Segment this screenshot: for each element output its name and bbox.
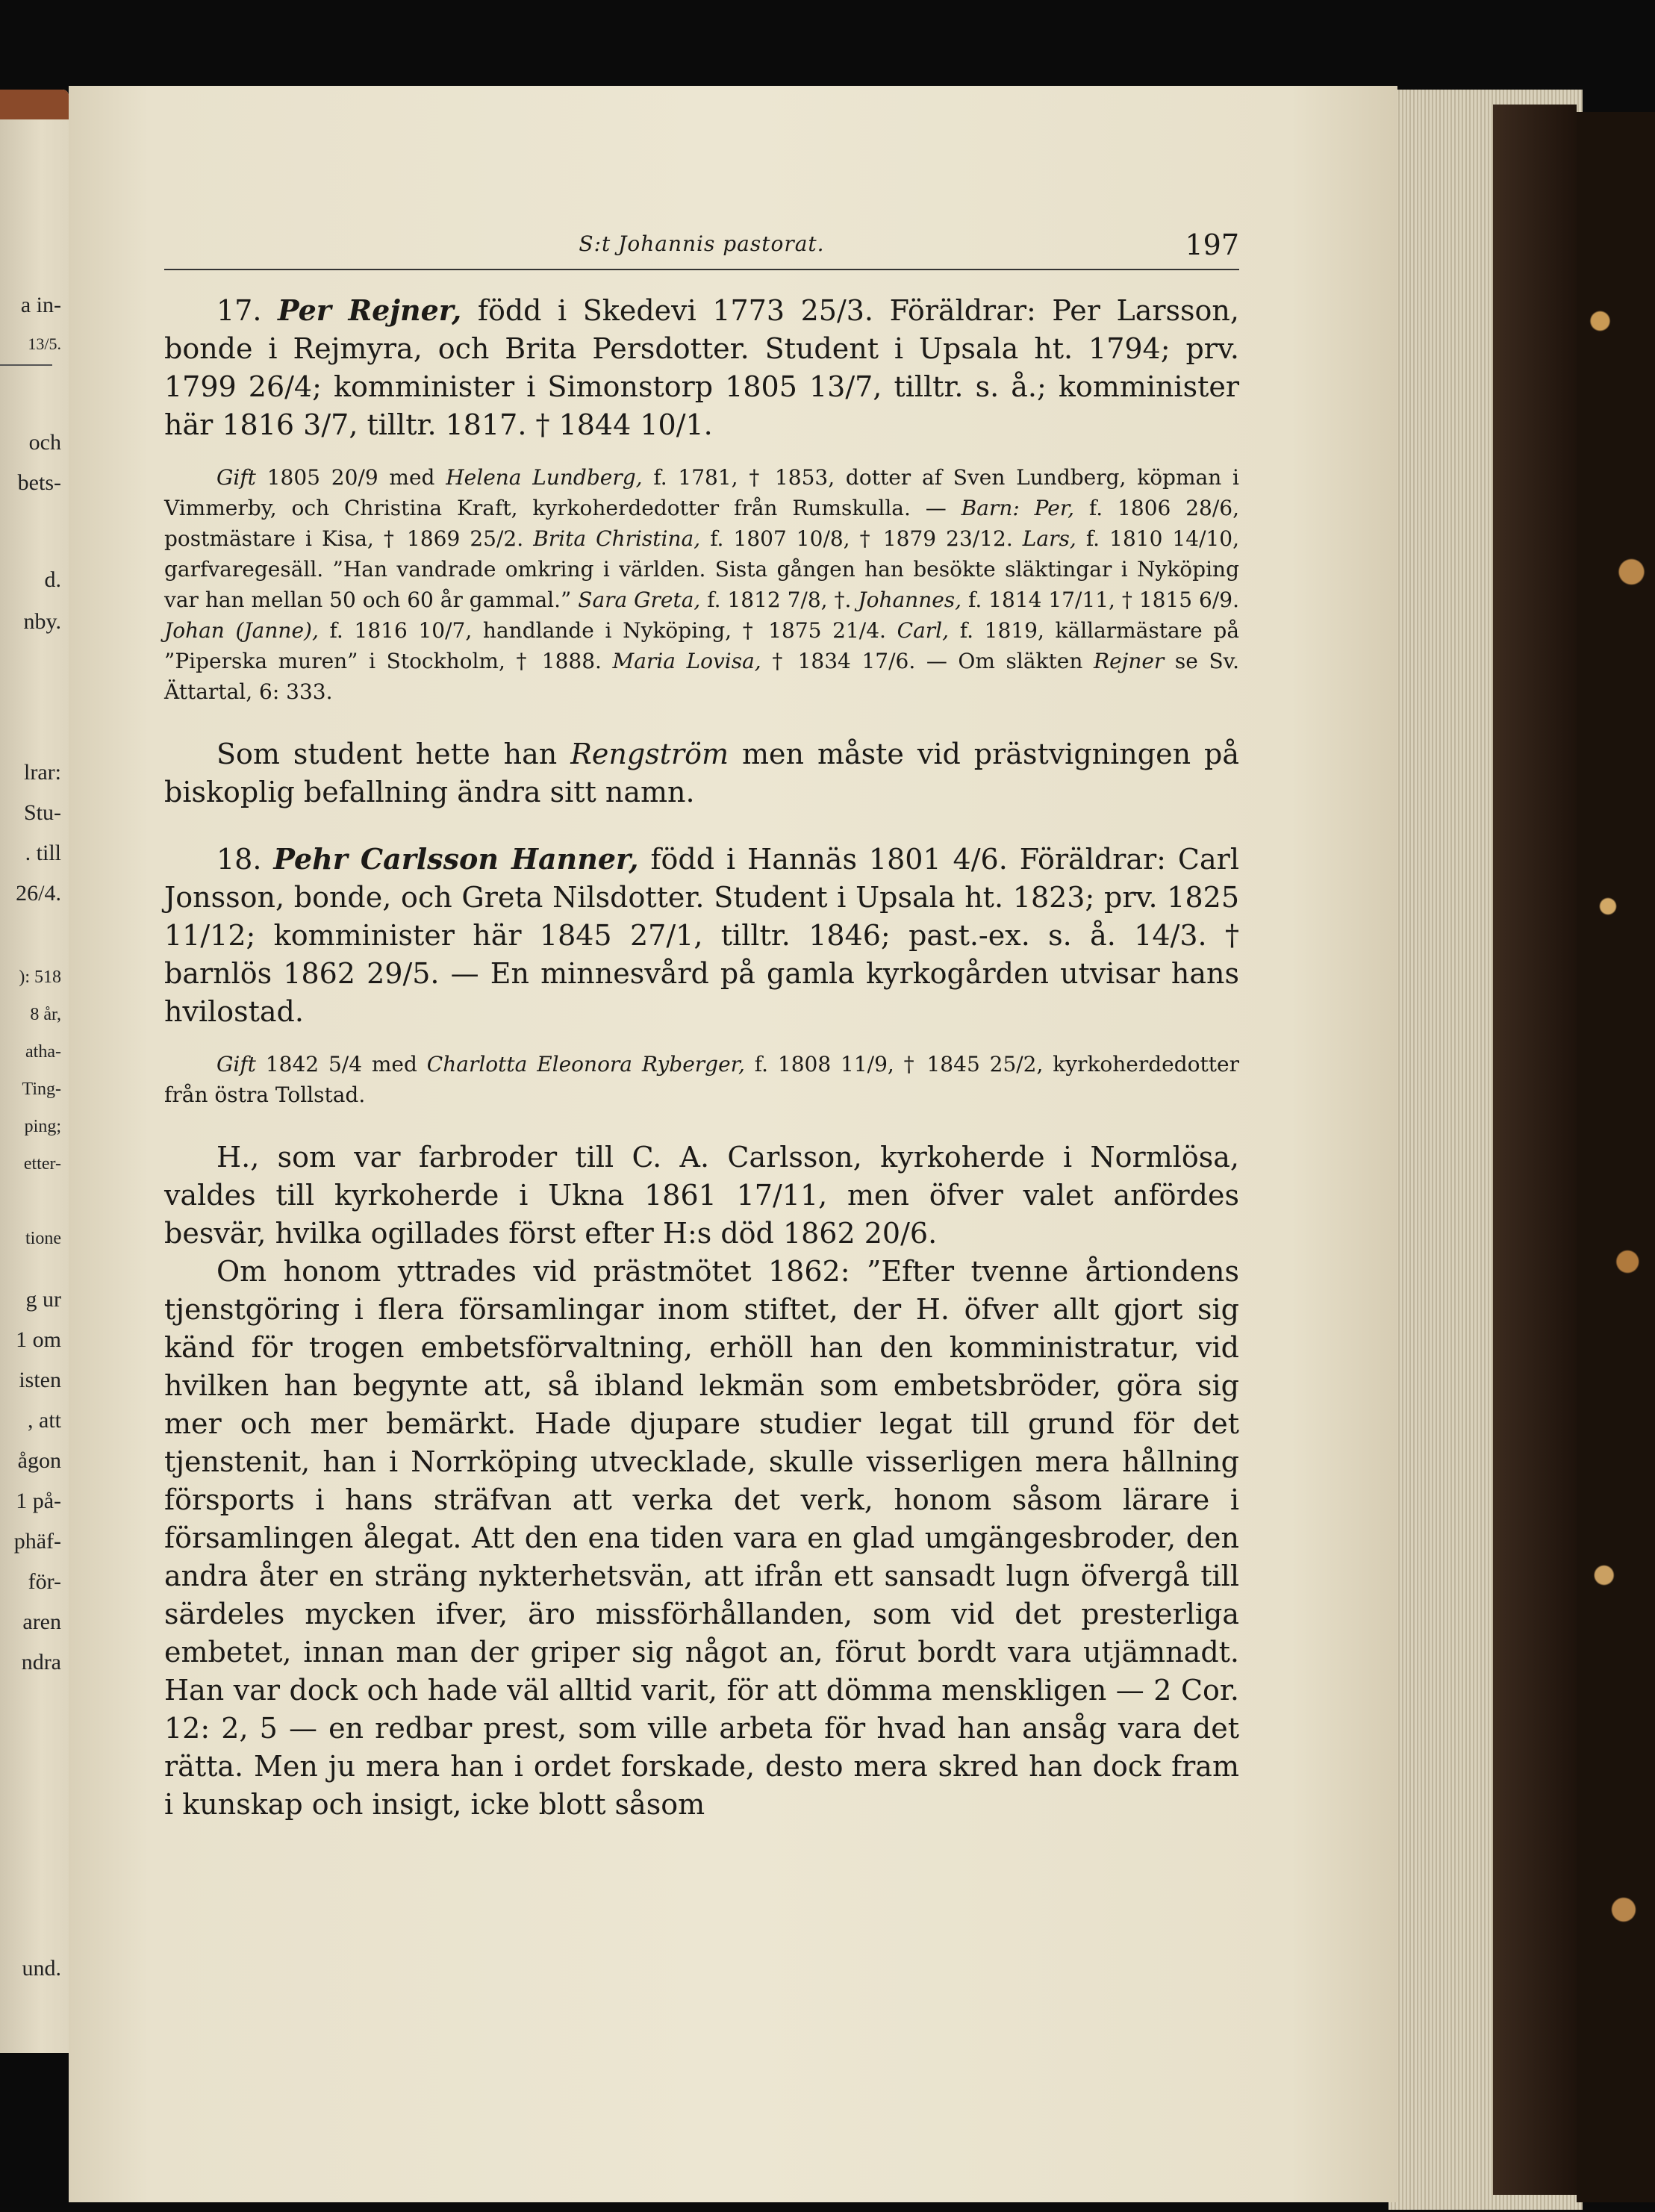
child-name: Johannes,: [858, 588, 962, 612]
child-name: Barn: Per,: [961, 496, 1075, 520]
family-text: 1842 5/4 med: [265, 1052, 417, 1077]
spouse-name: Helena Lundberg,: [446, 465, 643, 490]
entry-18-note: H., som var farbroder till C. A. Carlsson, kyrkoherde i Normlösa, valdes till kyrkoherde i Ukna 1861 17/11, men öfver valet anfördes besvär, hvilka ogillades först efter H:s död 1862 20/6.: [164, 1141, 1239, 1250]
spouse-name: Charlotta Eleonora Ryberger,: [426, 1052, 745, 1077]
left-fragment: d.: [44, 567, 61, 592]
family-text: se Sv. Ättartal, 6: 333.: [164, 649, 1240, 704]
family-text: f. 1816 10/7, handlande i Nyköping, † 1875 21/4.: [329, 618, 886, 643]
child-name: Lars,: [1022, 526, 1076, 551]
page-body: [164, 291, 1239, 1824]
left-fragment: bets-: [17, 470, 61, 495]
child-name: Sara Greta,: [578, 588, 701, 612]
book-binding: [1493, 105, 1577, 2195]
entry-18-quote: Om honom yttrades vid prästmötet 1862: ”Efter tvenne årtiondens tjenstgöring i flera församlingar inom stiftet, der H. öfver allt gjort sig känd för trogen embetsförvaltning, erhöll han den komministratur, vid hvilken han begynte att, så ibland lekmän som embetsbröder, göra sig mer och mer bemärkt. Hade djupare studier legat till grund för det tjenstenit, han i Norrköping utvecklade, skulle visserligen mera hållning försports i hans sträfvan att verka det verk, honom såsom lärare i församlingen ålegat. Att den ena tiden vara en glad umgängesbroder, den andra åter en sträng nykterhetsvän, att ifrån ett sansadt lugn öfvergå till särdeles mycken ifver, äro missförhållanden, som vid det presterliga embetet, innan man der griper sig något an, förut bordt vara utjämnadt. Han var dock och hade väl alltid varit, för att dömma menskligen — 2 Cor. 12: 2, 5 — en redbar prest, som ville arbeta för hvad han ansåg vara det rätta. Men ju mera han i ordet forskade, desto mera skred han dock fram i kunskap och insigt, icke blott såsom: [164, 1255, 1239, 1821]
left-fragment: ): 518: [19, 968, 61, 987]
left-fragment: phäf-: [13, 1529, 61, 1554]
book-page: [69, 86, 1397, 2202]
child-name: Johan (Janne),: [164, 618, 319, 643]
left-page-edge: [0, 90, 69, 2053]
gift-label: Gift: [216, 465, 256, 490]
family-text: f. 1808 11/9, † 1845 25/2, kyrkoherdedotter från östra Tollstad.: [164, 1052, 1239, 1107]
left-fragment: nby.: [23, 609, 61, 634]
entry-18: [164, 840, 1239, 1031]
left-fragment: etter-: [23, 1154, 61, 1174]
entry-name: Per Rejner,: [278, 293, 462, 327]
family-text: 1805 20/9 med: [267, 465, 435, 490]
left-fragment: isten: [19, 1368, 61, 1392]
left-fragment: 1 om: [16, 1327, 61, 1352]
left-fragment: a in-: [20, 293, 61, 317]
left-fragment: ping;: [24, 1117, 61, 1136]
entry-17-note: [164, 735, 1239, 811]
child-name: Carl,: [897, 618, 950, 643]
note-text: men måste vid prästvigningen på biskoplig befallning ändra sitt namn.: [164, 738, 1239, 809]
left-fragment: atha-: [25, 1042, 61, 1062]
entry-number: 17.: [216, 294, 262, 327]
former-name: Rengström: [570, 738, 729, 770]
left-fragment: ågon: [17, 1448, 61, 1473]
left-fragment: ndra: [21, 1650, 61, 1674]
left-fragment: und.: [22, 1956, 61, 1981]
left-binding: [0, 90, 69, 119]
note-text: Som student hette han: [216, 738, 558, 770]
family-text: f. 1812 7/8, †.: [707, 588, 852, 612]
page-header: [164, 224, 1239, 270]
entry-number: 18.: [216, 843, 262, 876]
family-name: Rejner: [1093, 649, 1165, 673]
entry-name: Pehr Carlsson Hanner,: [273, 842, 639, 876]
entry-17-family: [164, 462, 1239, 707]
marbled-edge: [1577, 112, 1655, 2202]
entry-18-family: [164, 1049, 1239, 1110]
child-name: Maria Lovisa,: [612, 649, 761, 673]
page-number: 197: [1185, 228, 1239, 261]
left-page-rule: [0, 364, 52, 366]
left-fragment: aren: [22, 1610, 61, 1634]
family-text: f. 1814 17/11, † 1815 6/9.: [968, 588, 1239, 612]
running-title: S:t Johannis pastorat.: [579, 231, 825, 256]
family-text: † 1834 17/6. — Om släkten: [772, 649, 1083, 673]
entry-17: [164, 291, 1239, 444]
left-fragment: Stu-: [23, 800, 61, 825]
left-fragment: g ur: [25, 1287, 61, 1312]
family-text: f. 1807 10/8, † 1879 23/12.: [710, 526, 1013, 551]
left-fragment: 13/5.: [28, 334, 61, 353]
left-fragment: . till: [25, 841, 61, 865]
gift-label: Gift: [216, 1052, 256, 1077]
left-fragment: 1 på-: [16, 1489, 61, 1513]
left-fragment: lrar:: [24, 760, 61, 785]
left-fragment: , att: [28, 1408, 61, 1433]
left-fragment: för-: [28, 1569, 61, 1594]
family-text: f. 1819, källarmästare på ”Piperska muren” i Stockholm, † 1888.: [164, 618, 1240, 673]
entry-text: född i Hannäs 1801 4/6. Föräldrar: Carl Jonsson, bonde, och Greta Nilsdotter. Student i Upsala ht. 1823; prv. 1825 11/12; komminister här 1845 27/1, tilltr. 1846; past.-ex. s. å. 14/3. † barnlös 1862 29/5. — En minnesvård på gamla kyrkogården utvisar hans hvilostad.: [164, 843, 1239, 1028]
child-name: Brita Christina,: [533, 526, 701, 551]
family-text: f. 1806 28/6, postmästare i Kisa, † 1869 25/2.: [164, 496, 1239, 551]
left-fragment: och: [28, 430, 61, 455]
left-fragment: tione: [25, 1229, 61, 1248]
left-fragment: 8 år,: [30, 1005, 61, 1024]
left-fragment: Ting-: [22, 1079, 61, 1099]
entry-text: född i Skedevi 1773 25/3. Föräldrar: Per Larsson, bonde i Rejmyra, och Brita Persdotter. Student i Upsala ht. 1794; prv. 1799 26/4; komminister i Simonstorp 1805 13/7, tilltr. s. å.; komminister här 1816 3/7, tilltr. 1817. † 1844 10/1.: [164, 294, 1239, 441]
left-fragment: 26/4.: [16, 881, 61, 906]
family-text: f. 1781, † 1853, dotter af Sven Lundberg, köpman i Vimmerby, och Christina Kraft, kyrkoherdedotter från Rumskulla. —: [164, 465, 1239, 520]
family-text: f. 1810 14/10, garfvaregesäll. ”Han vandrade omkring i världen. Sista gången han besökte släktingar i Nyköping var han mellan 50 och 60 år gammal.”: [164, 526, 1240, 612]
